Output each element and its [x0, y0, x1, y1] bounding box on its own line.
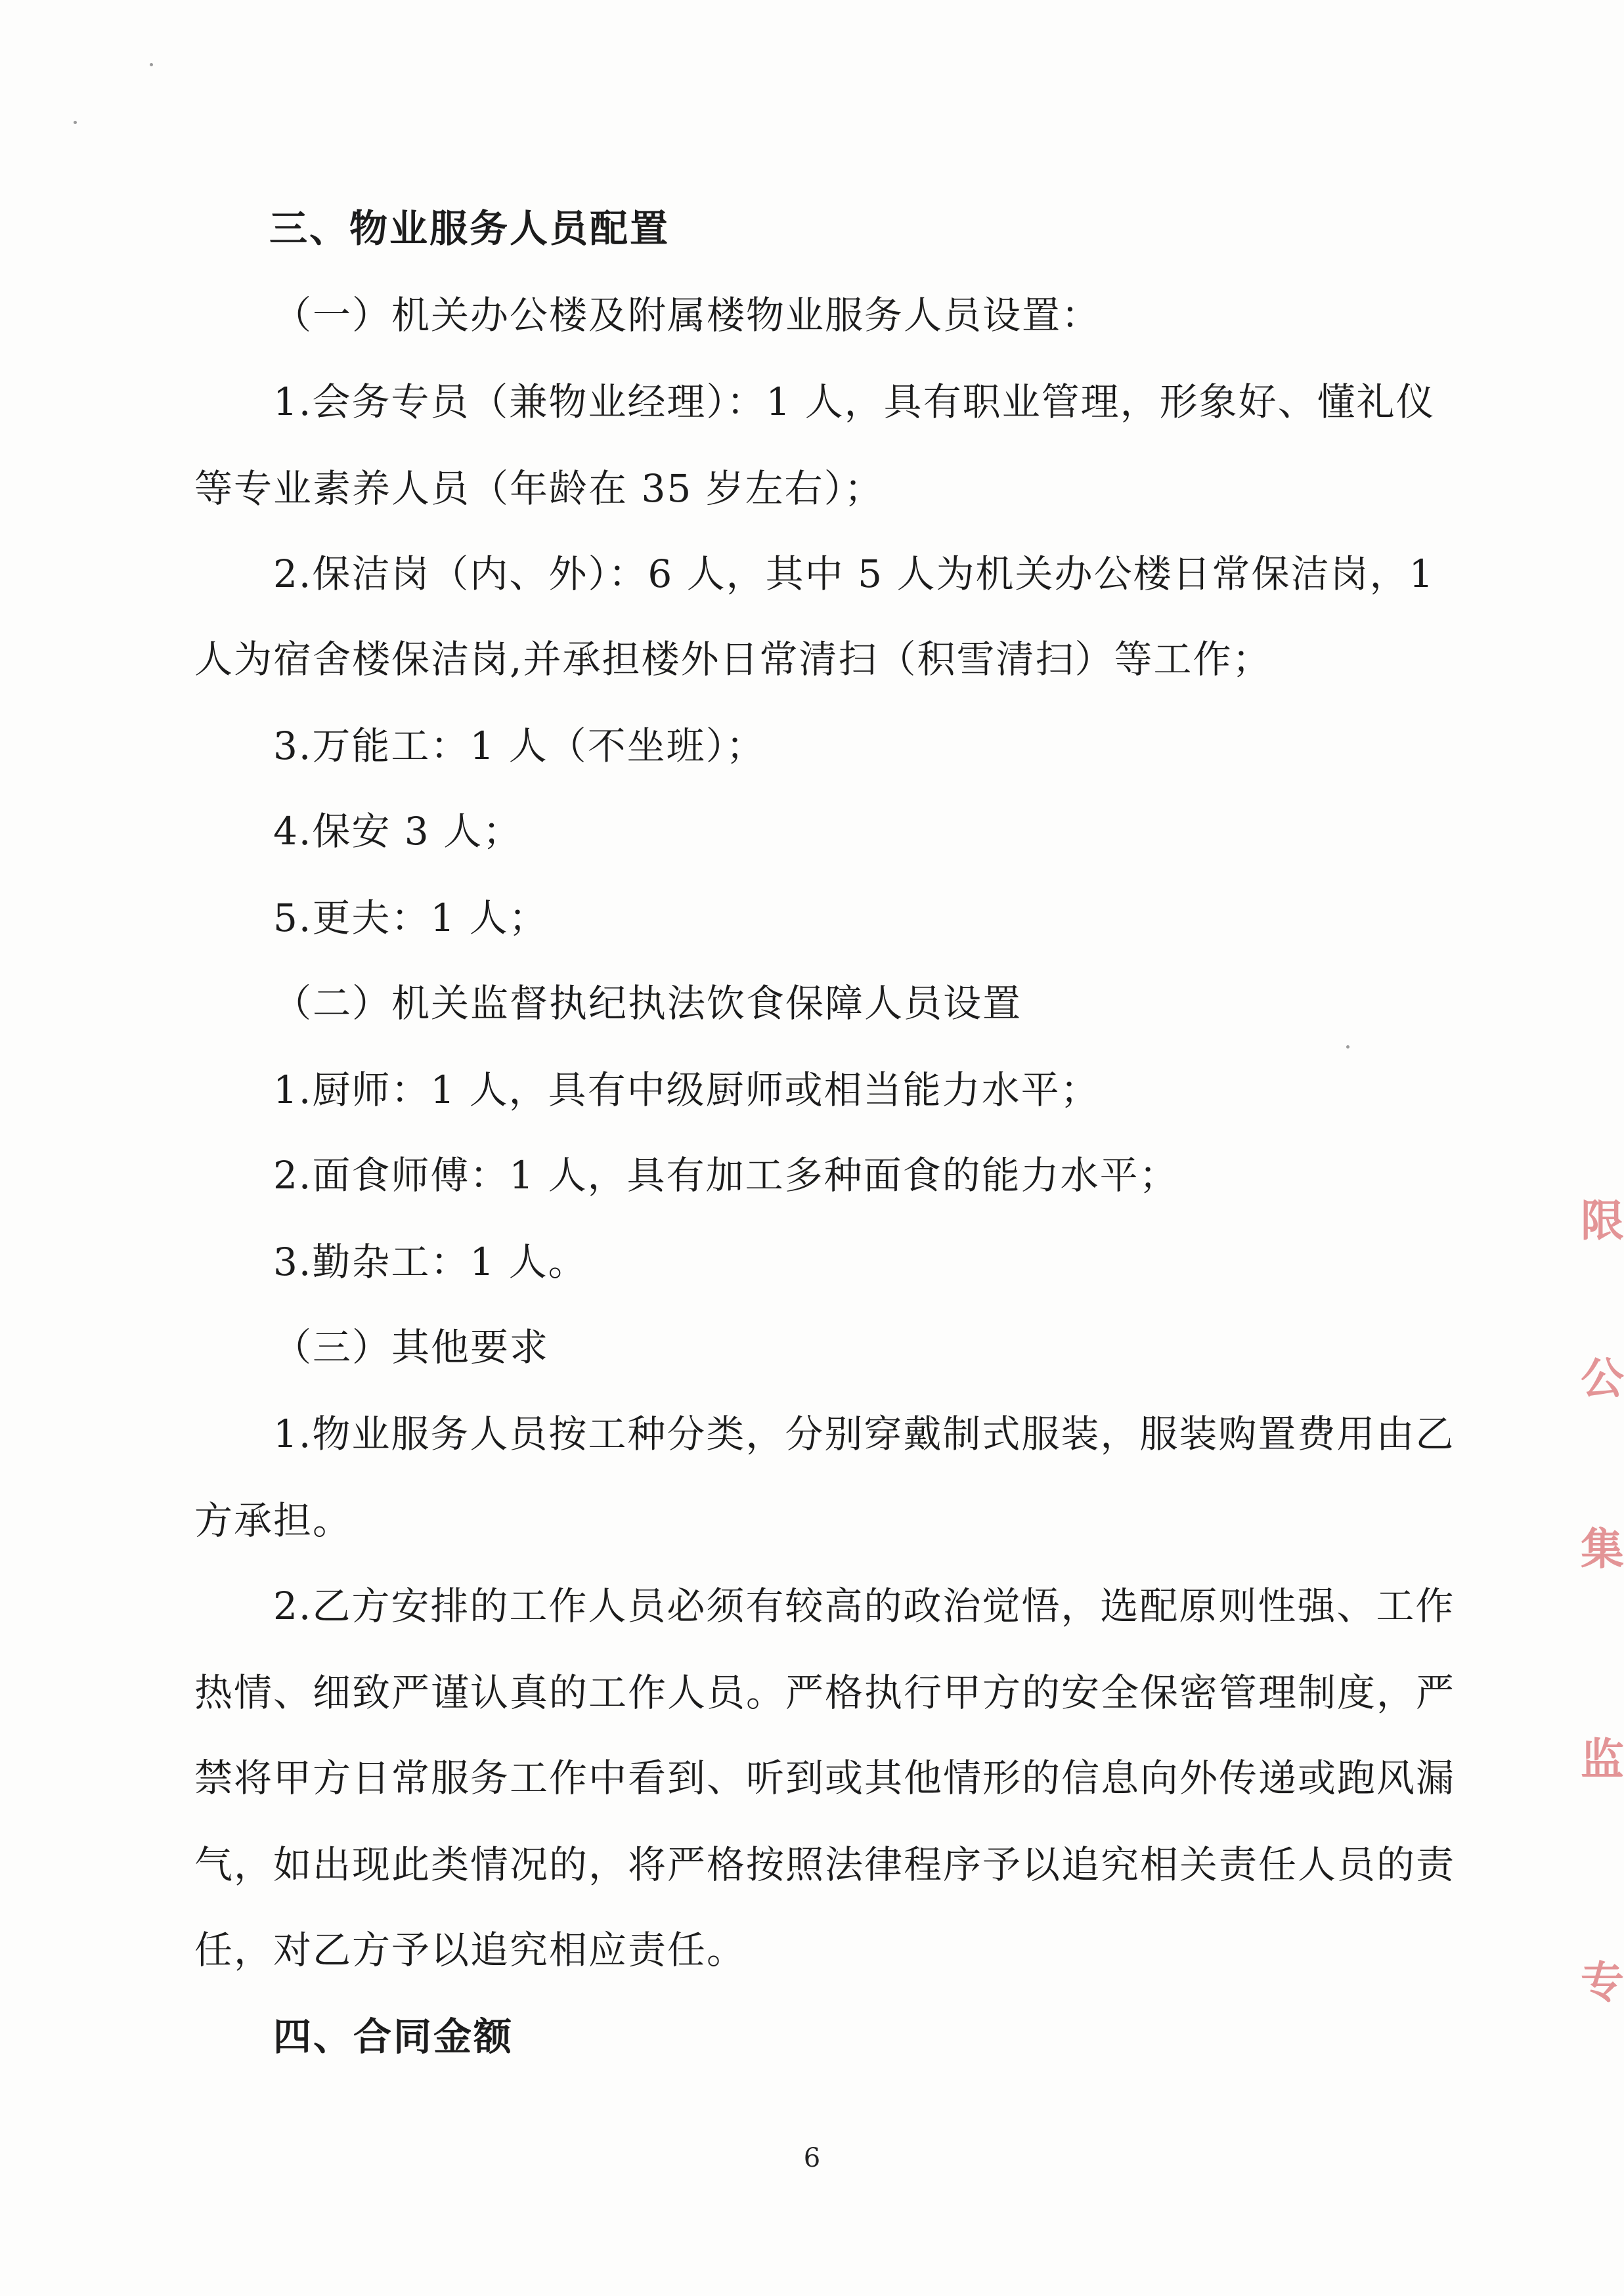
- list-item: 2.保洁岗（内、外）：6 人，其中 5 人为机关办公楼日常保洁岗，1: [273, 552, 1435, 596]
- subsection-heading: （二）机关监督执纪执法饮食保障人员设置: [273, 981, 1022, 1026]
- section-heading: 四、合同金额: [273, 2014, 514, 2059]
- list-item: 3.万能工：1 人（不坐班）；: [273, 724, 766, 768]
- scan-speck: [1346, 1045, 1350, 1049]
- seal-fragment: 专: [1581, 1957, 1624, 2008]
- list-item: 5.更夫：1 人；: [273, 896, 548, 940]
- list-item: 1.厨师：1 人，具有中级厨师或相当能力水平；: [273, 1068, 1100, 1112]
- seal-impression-edge: [1576, 1195, 1624, 2062]
- seal-fragment: 公: [1581, 1353, 1624, 1404]
- list-item-continuation: 禁将甲方日常服务工作中看到、听到或其他情形的信息向外传递或跑风漏: [194, 1756, 1456, 1800]
- scan-speck: [74, 121, 77, 124]
- list-item: 2.乙方安排的工作人员必须有较高的政治觉悟，选配原则性强、工作: [273, 1584, 1455, 1628]
- page-number: 6: [803, 2143, 821, 2173]
- list-item: 1.物业服务人员按工种分类，分别穿戴制式服装，服装购置费用由乙: [273, 1412, 1455, 1456]
- list-item-continuation: 气，如出现此类情况的，将严格按照法律程序予以追究相关责任人员的责: [194, 1842, 1456, 1887]
- list-item-continuation: 人为宿舍楼保洁岗,并承担楼外日常清扫（积雪清扫）等工作；: [194, 637, 1272, 682]
- list-item: 1.会务专员（兼物业经理）：1 人，具有职业管理，形象好、懂礼仪: [273, 379, 1436, 424]
- seal-fragment: 限: [1581, 1196, 1624, 1246]
- list-item: 2.面食师傅：1 人，具有加工多种面食的能力水平；: [273, 1153, 1179, 1198]
- list-item-continuation: 任，对乙方予以追究相应责任。: [194, 1928, 747, 1972]
- list-item: 3.勤杂工：1 人。: [273, 1240, 588, 1284]
- list-item: 4.保安 3 人；: [273, 809, 523, 854]
- list-item-continuation: 方承担。: [194, 1498, 353, 1543]
- list-item-continuation: 等专业素养人员（年龄在 35 岁左右）；: [194, 466, 884, 511]
- scan-speck: [150, 63, 153, 66]
- list-item-continuation: 热情、细致严谨认真的工作人员。严格执行甲方的安全保密管理制度，严: [194, 1670, 1456, 1715]
- seal-fragment: 监: [1581, 1734, 1624, 1785]
- subsection-heading: （三）其他要求: [273, 1325, 550, 1370]
- subsection-heading: （一）机关办公楼及附属楼物业服务人员设置：: [273, 293, 1101, 337]
- section-heading: 三、物业服务人员配置: [269, 206, 670, 251]
- seal-fragment: 集: [1581, 1524, 1624, 1574]
